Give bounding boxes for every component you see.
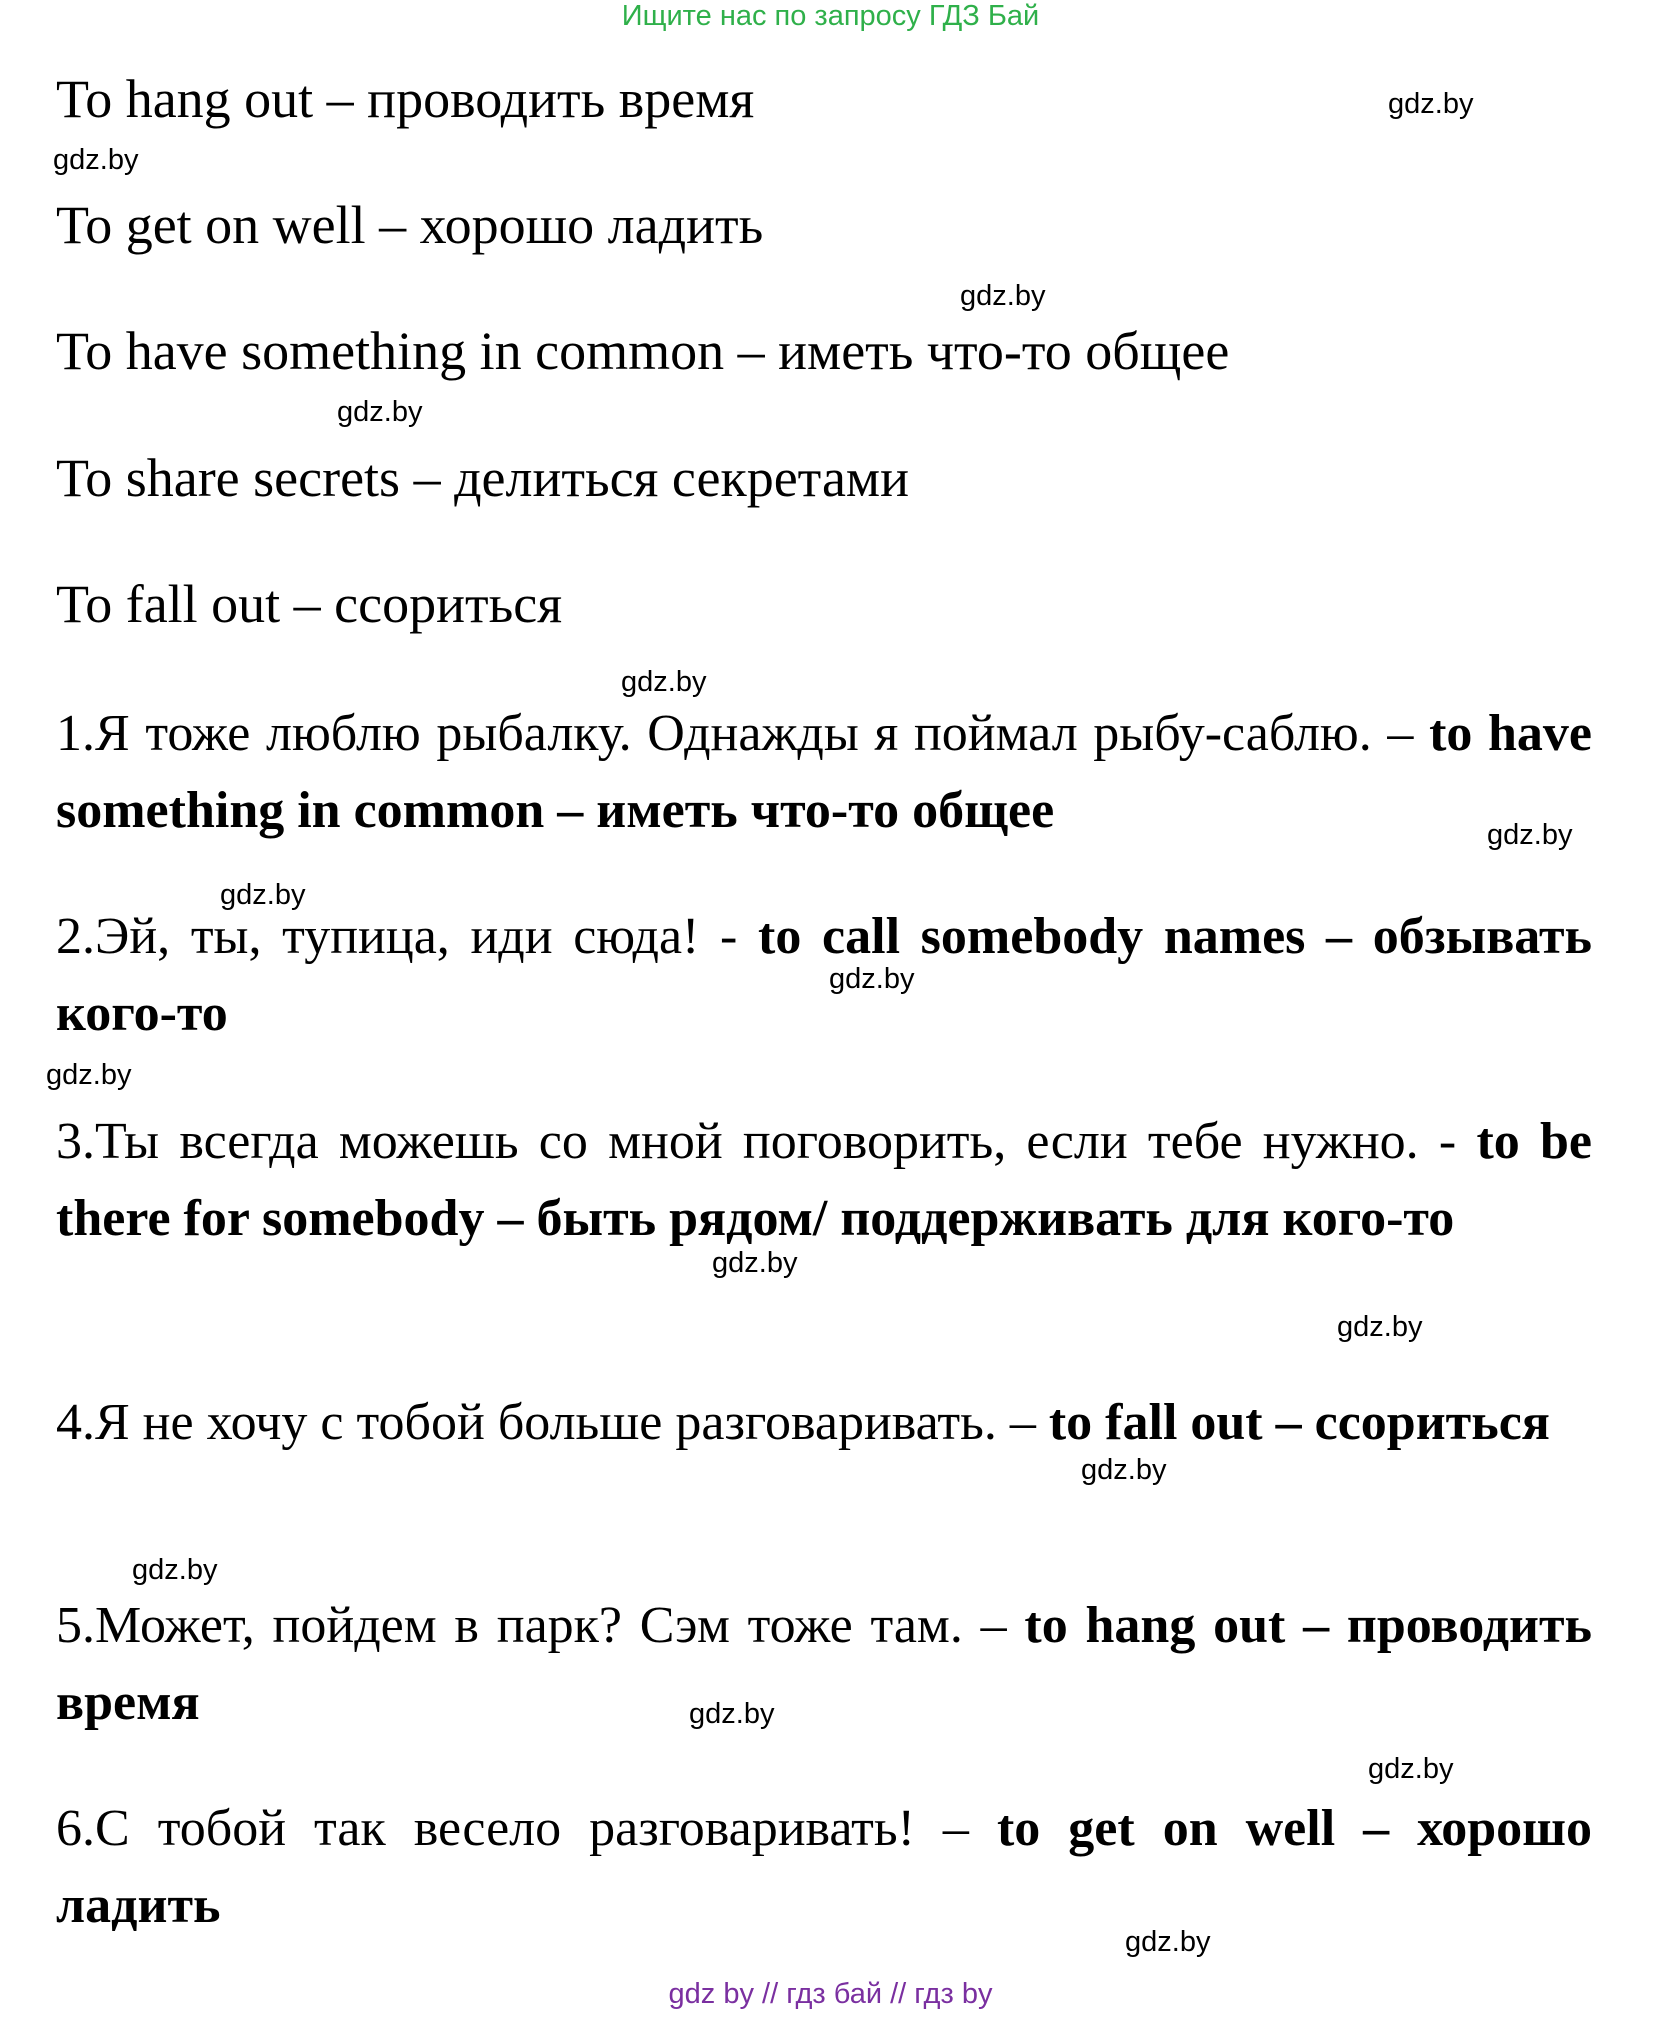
item-answer: to get on well – хорошо ладить (56, 1800, 1593, 1934)
item-answer: to have something in common – иметь что-то общее (56, 705, 1593, 839)
watermark: gdz.by (132, 1554, 218, 1586)
vocab-line: To fall out – ссориться (56, 574, 563, 634)
watermark: gdz.by (1081, 1454, 1167, 1486)
item-sentence: 2.Эй, ты, тупица, иди сюда! - (56, 908, 738, 965)
footer-banner: gdz by // гдз бай // гдз by (668, 1978, 993, 2010)
watermark: gdz.by (960, 280, 1046, 312)
vocab-line: To have something in common – иметь что-то общее (56, 321, 1230, 381)
item-sentence: 3.Ты всегда можешь со мной поговорить, если тебе нужно. - (56, 1113, 1457, 1170)
watermark: gdz.by (46, 1059, 132, 1091)
exercise-item (56, 1384, 1592, 1461)
watermark: gdz.by (621, 666, 707, 698)
watermark: gdz.by (829, 963, 915, 995)
watermark: gdz.by (53, 144, 139, 176)
exercise-item (56, 898, 1592, 1052)
watermark: gdz.by (220, 879, 306, 911)
item-answer: to fall out – ссориться (1048, 1394, 1550, 1451)
item-answer: to be there for somebody – быть рядом/ поддерживать для кого-то (56, 1113, 1592, 1247)
vocab-line: To hang out – проводить время (56, 69, 755, 129)
exercise-item (56, 1103, 1592, 1257)
vocab-line: To share secrets – делиться секретами (56, 448, 909, 508)
item-sentence: 5.Может, пойдем в парк? Сэм тоже там. – (56, 1597, 1007, 1654)
header-banner: Ищите нас по запросу ГДЗ Бай (621, 0, 1040, 32)
watermark: gdz.by (689, 1698, 775, 1730)
exercise-item (56, 1587, 1592, 1741)
watermark: gdz.by (1125, 1926, 1211, 1958)
item-sentence: 6.С тобой так весело разговаривать! – (56, 1800, 969, 1857)
item-answer: to call somebody names – обзывать кого-то (56, 908, 1593, 1042)
watermark: gdz.by (1368, 1753, 1454, 1785)
watermark: gdz.by (1388, 88, 1474, 120)
item-sentence: 4.Я не хочу с тобой больше разговаривать. – (56, 1394, 1036, 1451)
item-answer: to hang out – проводить время (56, 1597, 1593, 1731)
watermark: gdz.by (337, 396, 423, 428)
exercise-item (56, 695, 1592, 849)
watermark: gdz.by (712, 1247, 798, 1279)
watermark: gdz.by (1337, 1311, 1423, 1343)
item-sentence: 1.Я тоже люблю рыбалку. Однажды я поймал рыбу-саблю. – (56, 705, 1414, 762)
exercise-item (56, 1790, 1592, 1944)
vocab-line: To get on well – хорошо ладить (56, 195, 764, 255)
watermark: gdz.by (1487, 819, 1573, 851)
